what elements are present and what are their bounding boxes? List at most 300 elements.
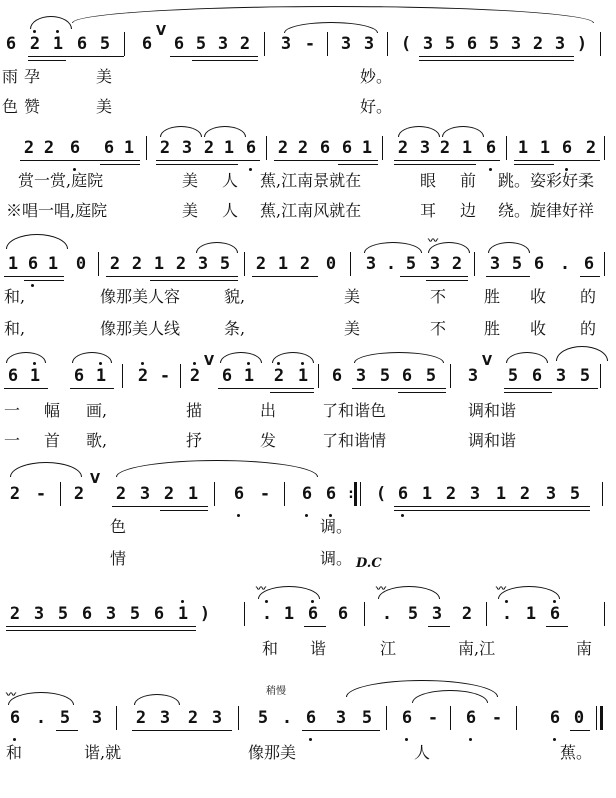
lyric: 美	[182, 171, 199, 190]
note: 2	[135, 708, 147, 728]
beam-line	[160, 510, 208, 511]
lyric: 南,江	[458, 639, 496, 658]
note: -	[491, 708, 503, 728]
note: 1	[297, 366, 309, 386]
octave-dot	[265, 600, 268, 603]
note: -	[427, 708, 439, 728]
note: 3	[217, 34, 229, 54]
lyric: 赏一赏,庭院	[18, 171, 104, 190]
note: 3	[365, 254, 377, 274]
note: 6	[7, 366, 19, 386]
note: 6	[81, 604, 93, 624]
note: 3	[510, 34, 522, 54]
note: 2	[115, 484, 127, 504]
note: 1	[7, 254, 19, 274]
barline	[264, 32, 265, 56]
slur	[6, 234, 68, 249]
lyric: 描	[186, 401, 203, 420]
beam-line	[24, 280, 64, 281]
lyric: 美	[96, 67, 113, 86]
note: 5	[195, 34, 207, 54]
beam-line	[4, 388, 48, 389]
lyric: 眼	[420, 171, 437, 190]
barline	[180, 364, 181, 388]
lyric: 美	[96, 97, 113, 116]
lyric: 赞	[24, 97, 41, 116]
slur	[8, 692, 74, 705]
beam-line	[400, 276, 468, 277]
barline	[284, 482, 285, 506]
octave-dot	[141, 362, 144, 365]
lyric: 抒	[186, 431, 203, 450]
lyric: 情	[110, 549, 127, 568]
note: 3	[139, 484, 151, 504]
octave-dot	[181, 600, 184, 603]
note: 6	[103, 138, 115, 158]
beam-line	[56, 730, 78, 731]
lyric: 出	[260, 401, 277, 420]
note: 1	[123, 138, 135, 158]
slur	[498, 586, 560, 599]
note: 3	[431, 604, 443, 624]
note: -	[35, 484, 47, 504]
slur	[378, 586, 440, 599]
beam-line	[6, 626, 196, 627]
beam-line	[192, 60, 258, 61]
note: 6	[173, 34, 185, 54]
repeat-sign: :	[346, 486, 356, 502]
note: 6	[401, 366, 413, 386]
note: 2	[163, 484, 175, 504]
beam-line	[419, 60, 574, 61]
note: 6	[76, 34, 88, 54]
note: 1	[461, 138, 473, 158]
slur	[10, 462, 82, 477]
barline	[266, 136, 267, 160]
mordent-mark: 〰	[256, 584, 266, 595]
lyrics-verse-2	[0, 96, 616, 120]
note: -	[159, 366, 171, 386]
beam-line	[156, 160, 260, 161]
note: 2	[277, 138, 289, 158]
lyric: 调。	[320, 549, 353, 568]
beam-line	[580, 276, 600, 277]
lyric: 首	[44, 431, 61, 450]
note: 6	[73, 366, 85, 386]
beam-line	[28, 60, 66, 61]
beam-line	[274, 160, 378, 161]
lyric: 好。	[360, 97, 393, 116]
lyrics-verse-1	[0, 516, 616, 540]
barline	[146, 136, 147, 160]
lyrics-verse-1	[0, 742, 616, 766]
lyric: 调和谐	[468, 401, 517, 420]
note: 2	[29, 34, 41, 54]
slur	[488, 242, 530, 253]
barline	[124, 32, 125, 56]
slur	[204, 126, 246, 137]
lyric: 和,	[4, 319, 26, 338]
barline	[244, 602, 245, 626]
note: 1	[243, 366, 255, 386]
barline	[516, 706, 517, 730]
lyric: 胜	[484, 319, 501, 338]
lyric: 人	[222, 171, 239, 190]
barline	[214, 482, 215, 506]
lyric: 和	[6, 743, 23, 762]
lyric: 边	[460, 201, 477, 220]
lyric: 调。	[320, 517, 353, 536]
note: 6	[465, 708, 477, 728]
lyrics-verse-1	[0, 170, 616, 194]
note: .	[385, 254, 397, 274]
barline	[604, 252, 605, 276]
note: 1	[95, 366, 107, 386]
barline	[244, 252, 245, 276]
note: 2	[273, 366, 285, 386]
barline	[98, 252, 99, 276]
note: 3	[197, 254, 209, 274]
lyrics-verse-1	[0, 66, 616, 90]
lyric: 妙。	[360, 67, 393, 86]
lyrics-verse-2	[0, 430, 616, 454]
lyric: 一	[4, 401, 21, 420]
barline	[474, 252, 475, 276]
repeat-barline	[354, 482, 361, 506]
note: 1	[47, 254, 59, 274]
lyrics-verse-2	[0, 548, 616, 572]
beam-line	[514, 164, 554, 165]
note: 2	[159, 138, 171, 158]
beam-line	[156, 164, 238, 165]
note: 5	[405, 254, 417, 274]
note: 5	[425, 366, 437, 386]
note: 6	[9, 708, 21, 728]
lyric: 了和谐色	[322, 401, 387, 420]
note: 6	[301, 484, 313, 504]
note: 6	[337, 604, 349, 624]
note: 6	[221, 366, 233, 386]
slur	[506, 352, 548, 363]
note: 6	[325, 484, 337, 504]
octave-dot	[309, 738, 312, 741]
octave-dot	[505, 600, 508, 603]
note: 5	[488, 34, 500, 54]
note: 3	[211, 708, 223, 728]
note: -	[304, 34, 316, 54]
lyric: 歌,	[86, 431, 108, 450]
note: 5	[507, 366, 519, 386]
breath-mark: V	[204, 354, 215, 369]
note: 5	[129, 604, 141, 624]
note: 1	[223, 138, 235, 158]
note: 0	[325, 254, 337, 274]
note: 3	[33, 604, 45, 624]
note: 3	[105, 604, 117, 624]
note: 0	[573, 708, 585, 728]
barline	[350, 252, 351, 276]
note: 1	[153, 254, 165, 274]
lyric: 人	[222, 201, 239, 220]
note: 6	[331, 366, 343, 386]
slur	[442, 126, 484, 137]
note: -	[259, 484, 271, 504]
note: 6	[153, 604, 165, 624]
lyrics-verse-2	[0, 318, 616, 342]
note: 2	[187, 708, 199, 728]
lyric: 蕉。	[560, 743, 593, 762]
note: 2	[203, 138, 215, 158]
beam-line	[504, 388, 598, 389]
note: 3	[489, 254, 501, 274]
lyrics-verse-1	[0, 286, 616, 310]
slur	[284, 22, 378, 33]
note: 6	[341, 138, 353, 158]
lyric: 调和谐	[468, 431, 517, 450]
beam-line	[394, 160, 500, 161]
note: 0	[75, 254, 87, 274]
slur	[116, 460, 318, 477]
note: 1	[495, 484, 507, 504]
note: 2	[299, 254, 311, 274]
lyric: 美	[344, 287, 361, 306]
beam-line	[338, 164, 378, 165]
note: 6	[141, 34, 153, 54]
slur	[220, 352, 262, 363]
barline	[450, 706, 451, 730]
lyric: 跳。姿彩好柔	[498, 171, 595, 190]
note: 1	[177, 604, 189, 624]
beam-line	[150, 280, 238, 281]
note: 3	[355, 366, 367, 386]
mordent-mark: 〰	[496, 584, 506, 595]
note: 3	[545, 484, 557, 504]
note: 5	[579, 366, 591, 386]
mordent-mark: 〰	[376, 584, 386, 595]
note: 2	[397, 138, 409, 158]
lyric: 蕉,江南风就在	[260, 201, 362, 220]
notes-row	[0, 354, 616, 396]
note: 1	[517, 138, 529, 158]
lyrics-verse-1	[0, 638, 616, 662]
octave-dot	[193, 362, 196, 365]
note: 1	[277, 254, 289, 274]
note: 3	[419, 138, 431, 158]
barline	[327, 32, 328, 56]
note: 2	[43, 138, 55, 158]
notes-row	[0, 24, 616, 64]
beam-line	[28, 56, 124, 57]
note: 2	[451, 254, 463, 274]
notes-row	[0, 236, 616, 284]
note: 3	[363, 34, 375, 54]
lyric: 色	[110, 517, 127, 536]
slur	[258, 586, 320, 599]
lyric: 像那美人线	[100, 319, 181, 338]
note: 1	[187, 484, 199, 504]
lyric: 的	[580, 287, 597, 306]
barline	[364, 602, 365, 626]
note: 2	[461, 604, 473, 624]
lyric: 画,	[86, 401, 108, 420]
dot: .	[281, 708, 293, 728]
barline	[604, 602, 605, 626]
note: 2	[585, 138, 597, 158]
breath-mark: V	[482, 354, 493, 369]
note: 5	[444, 34, 456, 54]
lyric: 蕉,江南景就在	[260, 171, 362, 190]
beam-line	[302, 730, 380, 731]
note: 6	[27, 254, 39, 274]
beam-line	[419, 56, 574, 57]
beam-line	[426, 280, 468, 281]
mordent-mark: 〰	[428, 236, 438, 247]
barline	[506, 136, 507, 160]
beam-line	[218, 388, 314, 389]
slur	[6, 352, 46, 363]
barline	[238, 706, 239, 730]
note: 3	[555, 366, 567, 386]
beam-line	[70, 388, 114, 389]
note: 3	[422, 34, 434, 54]
tempo-mark: 稍慢	[266, 686, 286, 697]
lyric: 不	[430, 287, 447, 306]
lyric: 绕。旋律好祥	[498, 201, 595, 220]
slur	[556, 346, 608, 361]
lyrics-verse-2	[0, 200, 616, 224]
note: .	[501, 604, 513, 624]
note: 2	[9, 484, 21, 504]
barline	[60, 482, 61, 506]
note: 3	[469, 484, 481, 504]
note: 6	[401, 708, 413, 728]
note: 6	[485, 138, 497, 158]
lyric: 前	[460, 171, 477, 190]
note: 2	[519, 484, 531, 504]
note: 6	[5, 34, 17, 54]
lyric: 色	[2, 97, 19, 116]
slur	[72, 352, 112, 363]
beam-line	[352, 388, 446, 389]
beam-line	[514, 160, 600, 161]
note: 2	[445, 484, 457, 504]
beam-line	[20, 160, 140, 161]
barline	[486, 602, 487, 626]
octave-dot	[405, 738, 408, 741]
note: 3	[159, 708, 171, 728]
beam-line	[394, 506, 590, 507]
beam-line	[394, 164, 476, 165]
note: 1	[29, 366, 41, 386]
note: 6	[549, 708, 561, 728]
dot: 5	[407, 604, 419, 624]
lyric: 人	[414, 743, 431, 762]
lyric: 谐	[310, 639, 327, 658]
beam-line	[106, 276, 238, 277]
dot: 1	[525, 604, 537, 624]
barline	[600, 364, 601, 388]
octave-dot	[553, 600, 556, 603]
barline	[122, 364, 123, 388]
beam-line	[6, 630, 196, 631]
lyric: 耳	[420, 201, 437, 220]
slur	[196, 242, 238, 253]
lyric: 一	[4, 431, 21, 450]
lyric: ※唱一唱,庭院	[6, 201, 108, 220]
note: 1	[52, 34, 64, 54]
note: 5	[511, 254, 523, 274]
note: 2	[131, 254, 143, 274]
barline	[386, 706, 387, 730]
barline	[450, 364, 451, 388]
lyric: 雨	[2, 67, 19, 86]
note: 3	[181, 138, 193, 158]
beam-line	[486, 276, 530, 277]
lyric: 幅	[44, 401, 61, 420]
final-barline	[596, 706, 603, 730]
paren: )	[576, 34, 588, 54]
note: 2	[137, 366, 149, 386]
note: 2	[189, 366, 201, 386]
lyrics-verse-1	[0, 400, 616, 424]
lyric: 条,	[224, 319, 246, 338]
beam-line	[428, 626, 450, 627]
lyric: 江	[380, 639, 397, 658]
lyric: 的	[580, 319, 597, 338]
barline	[387, 32, 388, 56]
note: 6	[531, 366, 543, 386]
lyric: 孕	[24, 67, 41, 86]
beam-line	[546, 626, 568, 627]
beam-line	[304, 626, 326, 627]
breath-mark: V	[156, 24, 167, 39]
note: 5	[57, 604, 69, 624]
octave-dot	[33, 30, 36, 33]
beam-line	[100, 164, 140, 165]
note: 3	[280, 34, 292, 54]
note: 3	[340, 34, 352, 54]
slur	[134, 694, 180, 705]
note: 6	[307, 604, 319, 624]
beam-line	[570, 730, 590, 731]
note: 3	[429, 254, 441, 274]
note: 3	[91, 708, 103, 728]
note: 2	[73, 484, 85, 504]
barline	[600, 32, 601, 56]
note: 2	[23, 138, 35, 158]
beam-line	[270, 392, 314, 393]
note: 2	[532, 34, 544, 54]
note: 3	[554, 34, 566, 54]
slur	[398, 126, 440, 137]
barline	[318, 364, 319, 388]
dc-mark: D.C	[356, 556, 382, 571]
dot: 1	[283, 604, 295, 624]
slur	[272, 352, 314, 363]
slur	[364, 242, 422, 253]
slur	[160, 126, 202, 137]
note: 6	[233, 484, 245, 504]
lyric: 和	[262, 639, 279, 658]
slur	[72, 6, 594, 23]
lyric: 貌,	[224, 287, 246, 306]
lyric: 像那美	[248, 743, 297, 762]
note: 6	[583, 254, 595, 274]
note: 2	[255, 254, 267, 274]
octave-dot	[56, 30, 59, 33]
note: .	[559, 254, 571, 274]
note: .	[381, 604, 393, 624]
